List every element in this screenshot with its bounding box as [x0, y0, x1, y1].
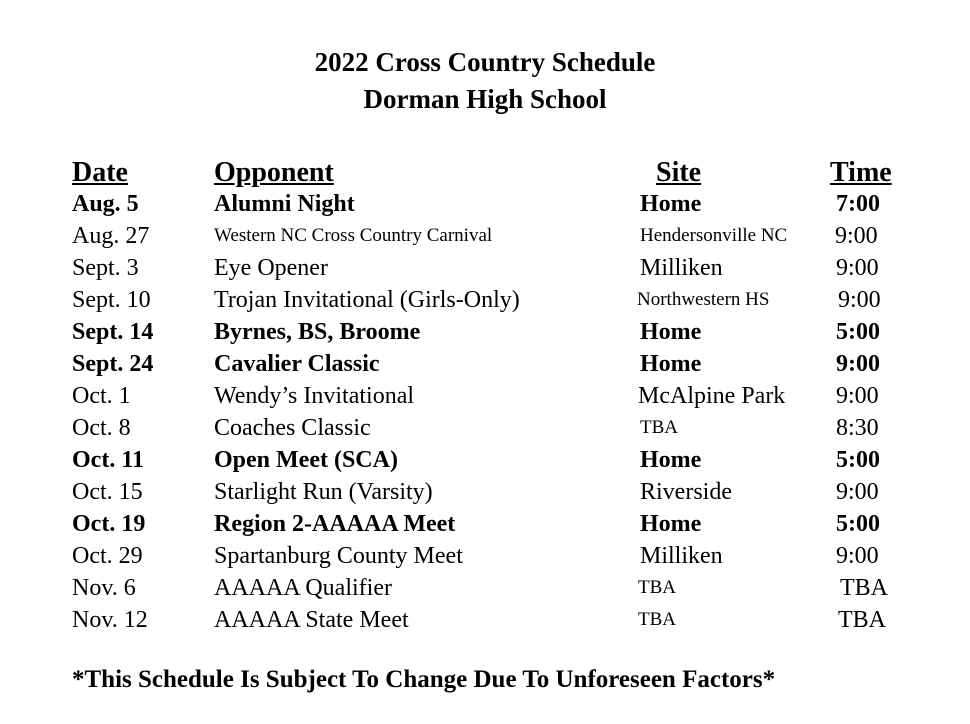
row-opponent: Wendy’s Invitational [214, 383, 415, 409]
row-opponent: Trojan Invitational (Girls-Only) [214, 287, 520, 313]
row-date: Oct. 15 [72, 479, 143, 505]
row-time: TBA [840, 575, 888, 601]
table-row [0, 604, 970, 636]
table-row [0, 220, 970, 252]
row-time: 9:00 [836, 479, 879, 505]
row-time: 8:30 [836, 415, 879, 441]
row-site: Home [640, 191, 702, 217]
row-site: Northwestern HS [637, 289, 770, 310]
row-date: Nov. 6 [72, 575, 136, 601]
row-date: Nov. 12 [72, 607, 148, 633]
row-opponent: Starlight Run (Varsity) [214, 479, 433, 505]
table-row [0, 540, 970, 572]
row-site: Milliken [640, 543, 723, 569]
row-site: Home [640, 351, 702, 377]
row-time: 9:00 [838, 287, 881, 313]
row-date: Oct. 11 [72, 447, 144, 473]
row-date: Oct. 29 [72, 543, 143, 569]
row-opponent: Open Meet (SCA) [214, 447, 398, 473]
header-opponent: Opponent [214, 157, 334, 188]
row-date: Oct. 1 [72, 383, 131, 409]
table-row [0, 348, 970, 380]
row-opponent: Byrnes, BS, Broome [214, 319, 421, 345]
row-time: 5:00 [836, 447, 880, 473]
row-site: Hendersonville NC [640, 225, 788, 246]
table-row [0, 412, 970, 444]
row-opponent: Coaches Classic [214, 415, 371, 441]
row-opponent: Western NC Cross Country Carnival [214, 225, 493, 246]
row-time: TBA [838, 607, 886, 633]
row-date: Sept. 3 [72, 255, 139, 281]
row-site: TBA [638, 577, 676, 598]
table-row [0, 476, 970, 508]
row-time: 9:00 [836, 543, 879, 569]
table-row [0, 444, 970, 476]
row-opponent: Region 2-AAAAA Meet [214, 511, 456, 537]
footer-note: *This Schedule Is Subject To Change Due To Unforeseen Factors* [72, 666, 776, 693]
document-title: 2022 Cross Country Schedule [314, 47, 656, 77]
row-time: 5:00 [836, 511, 880, 537]
row-opponent: Cavalier Classic [214, 351, 380, 377]
table-row [0, 252, 970, 284]
row-site: Home [640, 447, 702, 473]
row-time: 9:00 [836, 351, 880, 377]
row-date: Sept. 10 [72, 287, 151, 313]
row-site: Milliken [640, 255, 723, 281]
row-site: Home [640, 319, 702, 345]
row-date: Oct. 19 [72, 511, 146, 537]
row-opponent: AAAAA State Meet [214, 607, 409, 633]
table-row [0, 284, 970, 316]
document-subtitle: Dorman High School [363, 84, 607, 114]
row-site: McAlpine Park [638, 383, 786, 409]
row-site: TBA [640, 417, 678, 438]
table-row [0, 188, 970, 220]
row-date: Aug. 5 [72, 191, 139, 217]
row-time: 9:00 [836, 255, 879, 281]
row-site: TBA [638, 609, 676, 630]
row-date: Aug. 27 [72, 223, 150, 249]
table-row [0, 572, 970, 604]
row-date: Sept. 14 [72, 319, 154, 345]
row-date: Oct. 8 [72, 415, 131, 441]
row-time: 7:00 [836, 191, 880, 217]
row-opponent: Alumni Night [214, 191, 355, 217]
row-site: Home [640, 511, 702, 537]
row-opponent: Spartanburg County Meet [214, 543, 463, 569]
header-site: Site [656, 157, 702, 188]
row-opponent: AAAAA Qualifier [214, 575, 392, 601]
row-time: 9:00 [836, 383, 879, 409]
header-time: Time [830, 157, 892, 188]
row-opponent: Eye Opener [214, 255, 328, 281]
table-row [0, 508, 970, 540]
row-time: 9:00 [835, 223, 878, 249]
table-row [0, 316, 970, 348]
row-site: Riverside [640, 479, 732, 505]
table-row [0, 380, 970, 412]
header-date: Date [72, 157, 128, 188]
row-date: Sept. 24 [72, 351, 154, 377]
row-time: 5:00 [836, 319, 880, 345]
